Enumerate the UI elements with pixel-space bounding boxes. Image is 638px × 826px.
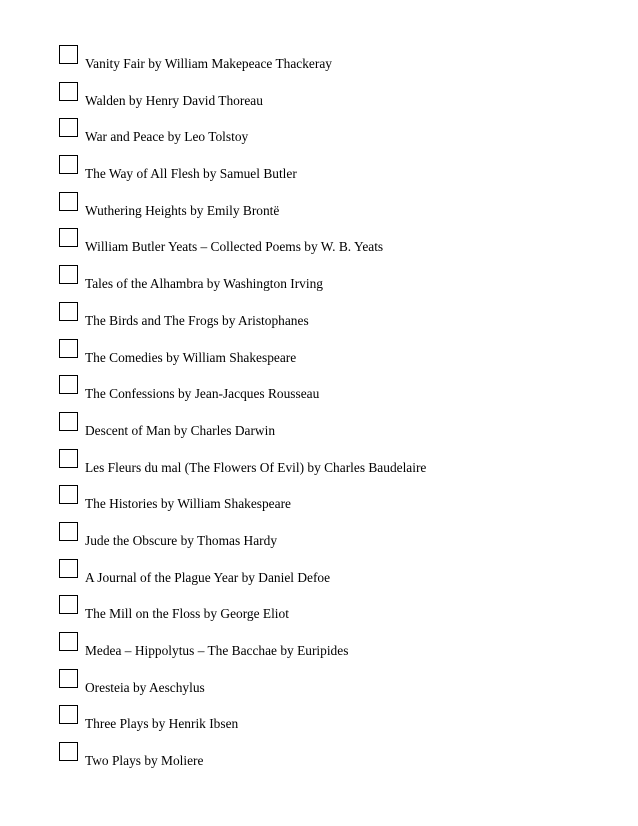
checkbox[interactable]	[59, 705, 78, 724]
list-item	[59, 704, 619, 741]
book-title-label: Tales of the Alhambra by Washington Irving	[85, 276, 323, 292]
book-title-label: Three Plays by Henrik Ibsen	[85, 716, 239, 732]
checkbox[interactable]	[59, 118, 78, 137]
checkbox[interactable]	[59, 155, 78, 174]
list-item	[59, 227, 619, 264]
list-item	[59, 117, 619, 154]
book-title-label: A Journal of the Plague Year by Daniel Defoe	[85, 569, 331, 585]
book-title-label: The Comedies by William Shakespeare	[85, 349, 297, 365]
list-item	[59, 668, 619, 705]
checkbox[interactable]	[59, 522, 78, 541]
book-title-label: William Butler Yeats – Collected Poems by W. B. Yeats	[85, 239, 384, 255]
checkbox[interactable]	[59, 485, 78, 504]
list-item	[59, 191, 619, 228]
checkbox[interactable]	[59, 375, 78, 394]
checkbox[interactable]	[59, 412, 78, 431]
list-item	[59, 521, 619, 558]
reading-checklist	[59, 44, 619, 778]
list-item	[59, 338, 619, 375]
list-item	[59, 631, 619, 668]
checkbox[interactable]	[59, 449, 78, 468]
list-item	[59, 44, 619, 81]
book-title-label: War and Peace by Leo Tolstoy	[85, 129, 249, 145]
list-item	[59, 81, 619, 118]
checkbox[interactable]	[59, 82, 78, 101]
checkbox[interactable]	[59, 302, 78, 321]
checkbox[interactable]	[59, 742, 78, 761]
list-item	[59, 301, 619, 338]
book-title-label: Descent of Man by Charles Darwin	[85, 422, 276, 438]
list-item	[59, 154, 619, 191]
list-item	[59, 594, 619, 631]
book-title-label: Wuthering Heights by Emily Brontë	[85, 202, 280, 218]
list-item	[59, 741, 619, 778]
book-title-label: Oresteia by Aeschylus	[85, 679, 205, 695]
book-title-label: Les Fleurs du mal (The Flowers Of Evil) by Charles Baudelaire	[85, 459, 427, 475]
book-title-label: The Histories by William Shakespeare	[85, 496, 291, 512]
book-title-label: Two Plays by Moliere	[85, 753, 204, 769]
book-title-label: The Confessions by Jean-Jacques Rousseau	[85, 386, 320, 402]
list-item	[59, 484, 619, 521]
checkbox[interactable]	[59, 559, 78, 578]
checkbox[interactable]	[59, 339, 78, 358]
book-title-label: The Way of All Flesh by Samuel Butler	[85, 166, 297, 182]
list-item	[59, 411, 619, 448]
list-item	[59, 374, 619, 411]
checkbox[interactable]	[59, 595, 78, 614]
checkbox[interactable]	[59, 228, 78, 247]
checkbox[interactable]	[59, 192, 78, 211]
checkbox[interactable]	[59, 632, 78, 651]
book-title-label: The Birds and The Frogs by Aristophanes	[85, 312, 309, 328]
checkbox[interactable]	[59, 669, 78, 688]
list-item	[59, 448, 619, 485]
book-title-label: Jude the Obscure by Thomas Hardy	[85, 532, 278, 548]
list-item	[59, 264, 619, 301]
list-item	[59, 558, 619, 595]
book-title-label: Vanity Fair by William Makepeace Thackeray	[85, 56, 332, 71]
book-title-label: Medea – Hippolytus – The Bacchae by Euripides	[85, 643, 349, 658]
checkbox[interactable]	[59, 45, 78, 64]
checkbox[interactable]	[59, 265, 78, 284]
book-title-label: The Mill on the Floss by George Eliot	[85, 606, 289, 622]
book-title-label: Walden by Henry David Thoreau	[85, 92, 263, 108]
